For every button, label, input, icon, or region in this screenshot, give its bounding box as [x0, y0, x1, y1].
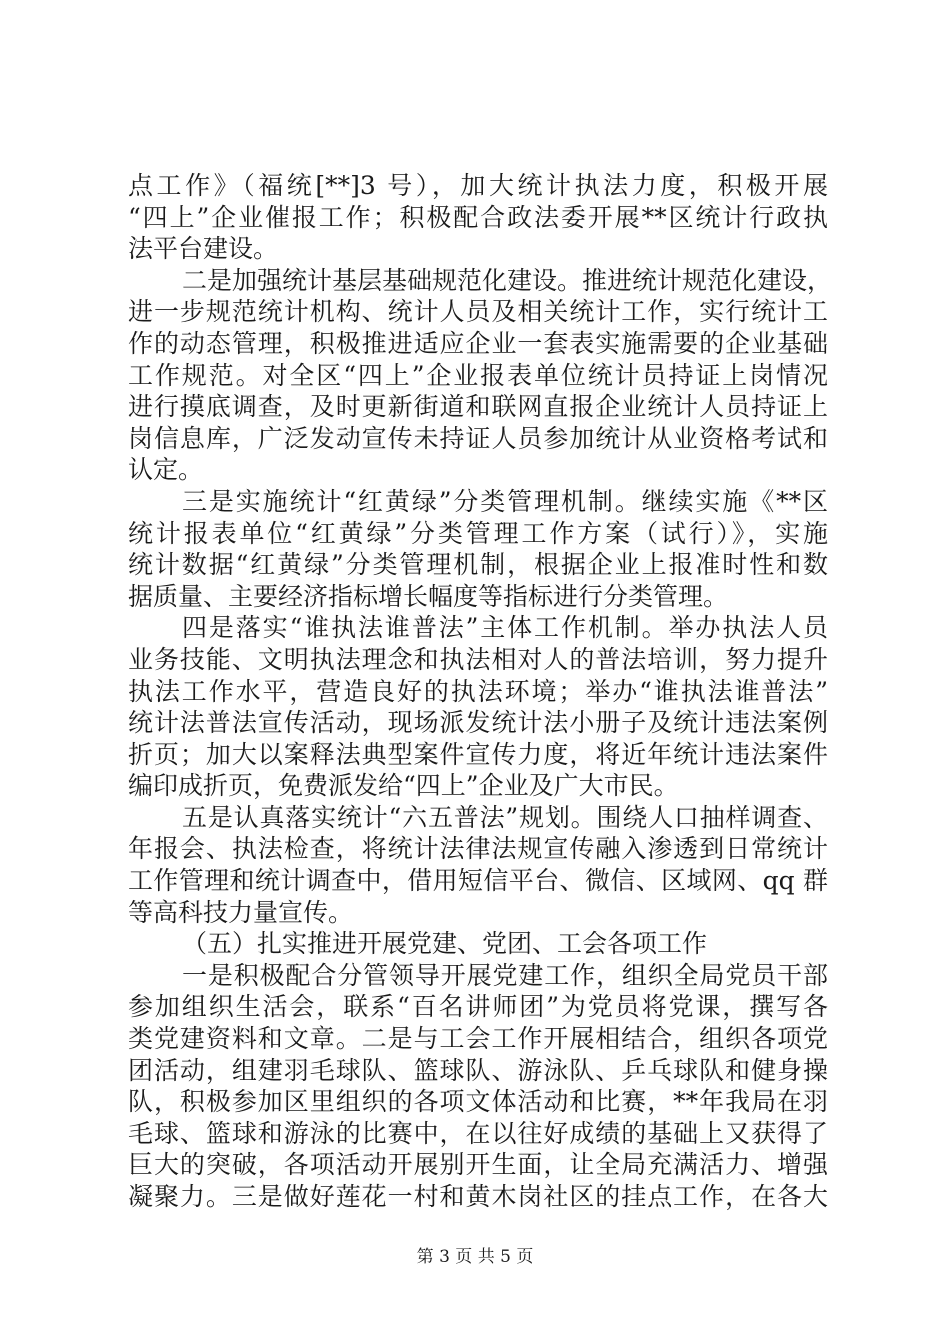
text-line: 统计数据“红黄绿”分类管理机制，根据企业上报准时性和数 — [128, 550, 828, 580]
page-number-footer: 第 3 页 共 5 页 — [416, 1247, 534, 1267]
text-line: 年报会、执法检查，将统计法律法规宣传融入渗透到日常统计 — [128, 834, 828, 864]
paragraph-two — [128, 265, 833, 486]
paragraph-five — [128, 802, 828, 928]
text-line: 执法工作水平，营造良好的执法环境；举办“谁执法谁普法” — [128, 676, 828, 706]
text-line: 据质量、主要经济指标增长幅度等指标进行分类管理。 — [128, 581, 729, 611]
text-line: 参加组织生活会，联系“百名讲师团”为党员将党课，撰写各 — [128, 992, 828, 1022]
text-line: 法平台建设。 — [128, 234, 279, 264]
text-line: 编印成折页，免费派发给“四上”企业及广大市民。 — [128, 771, 679, 801]
text-line: 二是加强统计基层基础规范化建设。推进统计规范化建设， — [182, 265, 833, 295]
text-line: 队，积极参加区里组织的各项文体活动和比赛，**年我局在羽 — [128, 1087, 828, 1117]
paragraph-continued — [128, 170, 828, 265]
text-line: （五）扎实推进开展党建、党团、工会各项工作 — [182, 929, 708, 959]
text-line: 凝聚力。三是做好莲花一村和黄木岗社区的挂点工作，在各大 — [128, 1182, 828, 1211]
text-line: 四是落实“谁执法谁普法”主体工作机制。举办执法人员 — [182, 613, 828, 643]
text-line: 工作管理和统计调查中，借用短信平台、微信、区域网、qq 群 — [128, 866, 828, 896]
text-line: 折页；加大以案释法典型案件宣传力度，将近年统计违法案件 — [128, 739, 828, 769]
text-line: 三是实施统计“红黄绿”分类管理机制。继续实施《**区 — [182, 486, 828, 516]
paragraph-section-five — [128, 928, 828, 960]
document-body — [128, 170, 833, 1213]
paragraph-four — [128, 612, 828, 802]
text-line: 认定。 — [128, 455, 204, 485]
text-line: 五是认真落实统计“六五普法”规划。围绕人口抽样调查、 — [182, 802, 828, 832]
text-line: 等高科技力量宣传。 — [128, 897, 354, 927]
text-line: 进一步规范统计机构、统计人员及相关统计工作，实行统计工 — [128, 297, 828, 327]
text-line: 一是积极配合分管领导开展党建工作，组织全局党员干部 — [182, 960, 828, 990]
text-line: 巨大的突破，各项活动开展别开生面，让全局充满活力、增强 — [128, 1150, 828, 1180]
paragraph-three — [128, 486, 828, 612]
text-line: 统计法普法宣传活动，现场派发统计法小册子及统计违法案例 — [128, 708, 828, 738]
text-line: 业务技能、文明执法理念和执法相对人的普法培训，努力提升 — [128, 644, 828, 674]
text-line: 毛球、篮球和游泳的比赛中，在以往好成绩的基础上又获得了 — [128, 1118, 828, 1148]
text-line: 类党建资料和文章。二是与工会工作开展相结合，组织各项党 — [128, 1024, 828, 1054]
text-line: 进行摸底调查，及时更新街道和联网直报企业统计人员持证上 — [128, 392, 828, 422]
text-line: 岗信息库，广泛发动宣传未持证人员参加统计从业资格考试和 — [128, 423, 828, 453]
paragraph-party — [128, 960, 828, 1213]
text-line: 作的动态管理，积极推进适应企业一套表实施需要的企业基础 — [128, 328, 828, 358]
text-line: 点工作》（福统[**]3 号），加大统计执法力度，积极开展 — [128, 171, 828, 200]
text-line: “四上”企业催报工作；积极配合政法委开展**区统计行政执 — [128, 202, 828, 232]
text-line: 工作规范。对全区“四上”企业报表单位统计员持证上岗情况 — [128, 360, 828, 390]
text-line: 统计报表单位“红黄绿”分类管理工作方案（试行）》，实施 — [128, 518, 828, 548]
text-line: 团活动，组建羽毛球队、篮球队、游泳队、乒乓球队和健身操 — [128, 1055, 828, 1085]
